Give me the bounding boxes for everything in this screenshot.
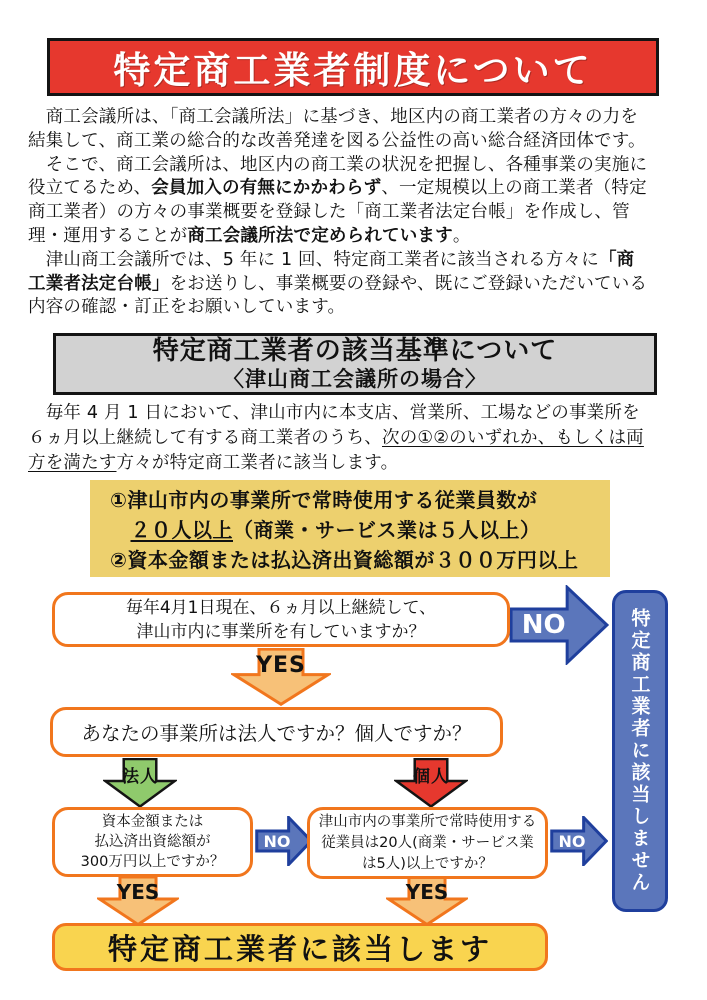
section-header [53, 333, 657, 395]
section-header-title: 特定商工業者の該当基準について [152, 336, 558, 366]
yes-arrow-2 [97, 876, 179, 926]
yes-arrow-1 [231, 648, 331, 706]
flow-question-2 [50, 707, 503, 757]
page-title: 特定商工業者制度について [113, 49, 593, 92]
corporate-label: 法人 [122, 767, 158, 787]
flow-question-2-text: あなたの事業所は法人ですか？個人ですか？ [81, 722, 472, 745]
no-label: NO [263, 831, 291, 851]
criteria-intro-paragraph: 毎年 4 月 1 日において、津山市内に本支店、営業所、工場などの事業所を ６ヵ月以上継続して有する商工業者のうち、次の①②のいずれか、もしくは両 方を満たす方々が特定商工業者に該当します。 [28, 403, 644, 473]
title-banner [47, 38, 659, 96]
criteria-box: ①津山市内の事業所で常時使用する従業員数が ２０人以上（商業・サービス業は５人以上） ②資本金額または払込済出資総額が３００万円以上 [90, 480, 610, 577]
no-label: NO [558, 831, 586, 851]
no-arrow-1 [508, 585, 610, 665]
result-not-applicable: 特定商工業者に該当しません [612, 590, 668, 912]
individual-arrow [394, 758, 468, 808]
result-applicable: 特定商工業者に該当します [52, 923, 548, 971]
no-arrow-3 [550, 816, 608, 866]
no-arrow-2 [255, 816, 313, 866]
flow-question-1: 毎年4月1日現在、６ヵ月以上継続して、 津山市内に事業所を有していますか？ [52, 592, 510, 647]
corporate-arrow [103, 758, 177, 808]
individual-label: 個人 [413, 767, 449, 787]
yes-arrow-3 [386, 876, 468, 926]
no-label: NO [521, 610, 566, 640]
yes-label: YES [116, 880, 160, 904]
section-header-subtitle: 〈津山商工会議所の場合〉 [223, 367, 487, 391]
flow-question-4: 津山市内の事業所で常時使用する 従業員は20人(商業・サービス業 は5人)以上ですか？ [307, 807, 548, 879]
intro-paragraphs: 商工会議所は、「商工会議所法」に基づき、地区内の商工業者の方々の力を 結集して、商工業の総合的な改善発達を図る公益性の高い総合経済団体です。 そこで、商工会議所は、地区内の商工業の状況を把握し、各種事業の実施に 役立てるため、会員加入の有無にかかわらず、一定規模以上の商工業者（特定 商工業者）の方々の事業概要を登録した「商工業者法定台帳」を作成し、管 理・運用することが商工会議所法で定められています。 津山商工会議所では、5 年に 1 回、特定商工業者に該当される方々に「商 工業者法定台帳」をお送りし、事業概要の登録や、既にご登録いただいている 内容の確認・訂正をお願いしています。 [28, 107, 648, 318]
yes-label: YES [256, 653, 306, 678]
yes-label: YES [405, 880, 449, 904]
flow-question-3: 資本金額または 払込済出資総額が 300万円以上ですか？ [52, 807, 253, 877]
